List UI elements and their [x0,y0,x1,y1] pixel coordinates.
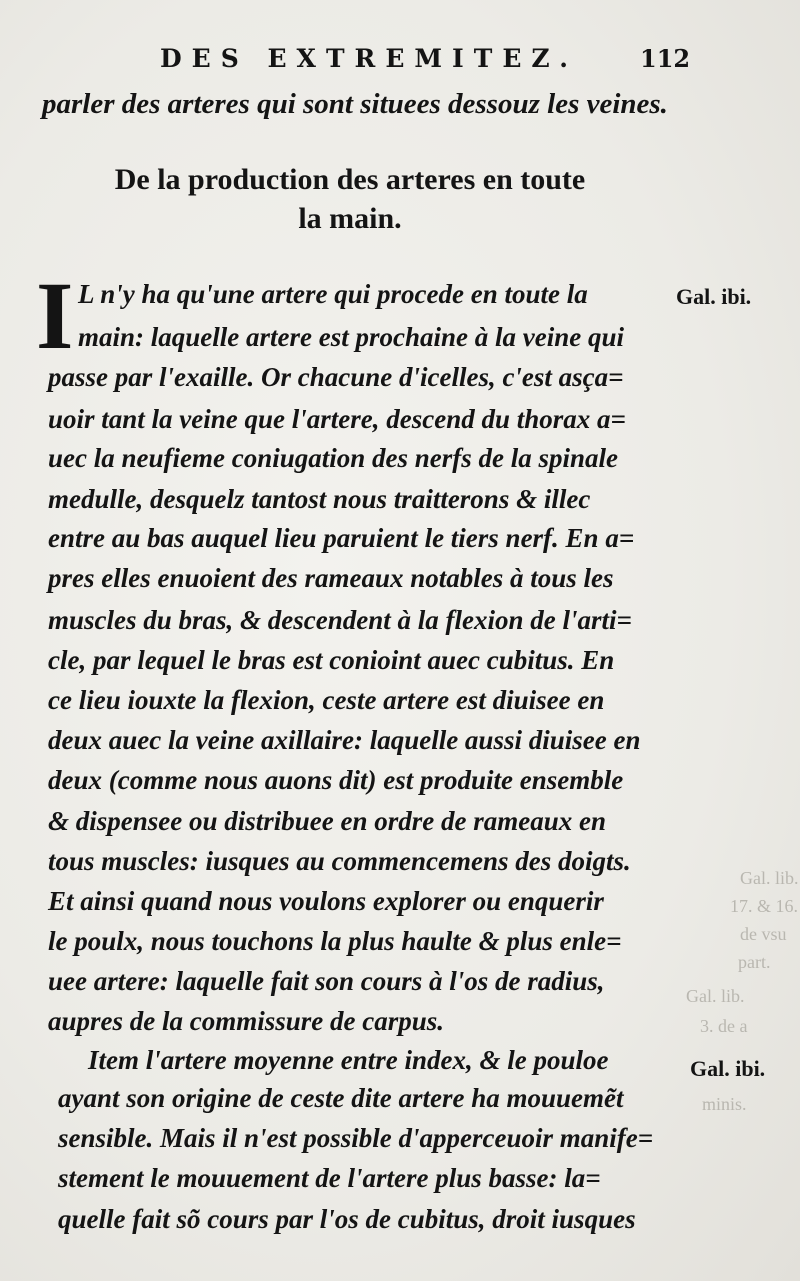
ghost-text: Gal. lib. [686,986,745,1006]
ghost-text: 3. de a [700,1016,748,1036]
ghost-text: 17. & 16. [730,896,799,916]
text-line: muscles du bras, & descendent à la flexion de l'arti= [48,605,632,635]
text-line: uec la neufieme coniugation des nerfs de la spinale [48,443,618,473]
margin-note-1: Gal. ibi. [676,284,752,309]
text-line: Et ainsi quand nous voulons explorer ou enquerir [48,886,604,916]
ghost-text: part. [738,952,771,972]
text-line: passe par l'exaille. Or chacune d'icelles, c'est asça= [48,362,624,392]
running-head: DES EXTREMITEZ. [160,44,578,73]
section-heading-line-2: la main. [298,202,402,235]
text-line: main: laquelle artere est prochaine à la veine qui [78,322,624,352]
ghost-text: minis. [702,1094,747,1114]
text-line: ce lieu iouxte la flexion, ceste artere est diuisee en [48,685,605,715]
text-line: deux auec la veine axillaire: laquelle aussi diuisee en [48,725,641,755]
text-line: uoir tant la veine que l'artere, descend du thorax a= [48,404,626,434]
drop-cap: I [36,262,74,369]
text-line: ayant son origine de ceste dite artere ha mouuemẽt [58,1083,624,1113]
text-line: L n'y ha qu'une artere qui procede en toute la [78,279,588,309]
text-line: aupres de la commissure de carpus. [48,1006,445,1036]
carry-over-line: parler des arteres qui sont situees dessouz les veines. [42,88,668,120]
margin-note-2: Gal. ibi. [690,1056,766,1081]
ghost-text: de vsu [740,924,787,944]
page-number: 112 [640,44,691,73]
text-line: deux (comme nous auons dit) est produite ensemble [48,765,624,795]
section-heading-line-1: De la production des arteres en toute [114,163,586,196]
text-line: tous muscles: iusques au commencemens des doigts. [48,846,631,876]
text-line: uee artere: laquelle fait son cours à l'os de radius, [48,966,605,996]
text-line: Item l'artere moyenne entre index, & le pouloe [88,1045,609,1075]
text-line: stement le mouuement de l'artere plus basse: la= [58,1163,601,1193]
text-line: & dispensee ou distribuee en ordre de rameaux en [48,806,606,836]
ghost-text: Gal. lib. [740,868,799,888]
text-line: entre au bas auquel lieu paruient le tiers nerf. En a= [48,523,635,553]
text-line: quelle fait sõ cours par l'os de cubitus, droit iusques [58,1204,636,1234]
text-line: medulle, desquelz tantost nous traitterons & illec [48,484,591,514]
text-line: le poulx, nous touchons la plus haulte & plus enle= [48,926,622,956]
text-line: pres elles enuoient des rameaux notables à tous les [48,563,614,593]
text-line: cle, par lequel le bras est conioint auec cubitus. En [48,645,615,675]
text-line: sensible. Mais il n'est possible d'apperceuoir manife= [58,1123,654,1153]
